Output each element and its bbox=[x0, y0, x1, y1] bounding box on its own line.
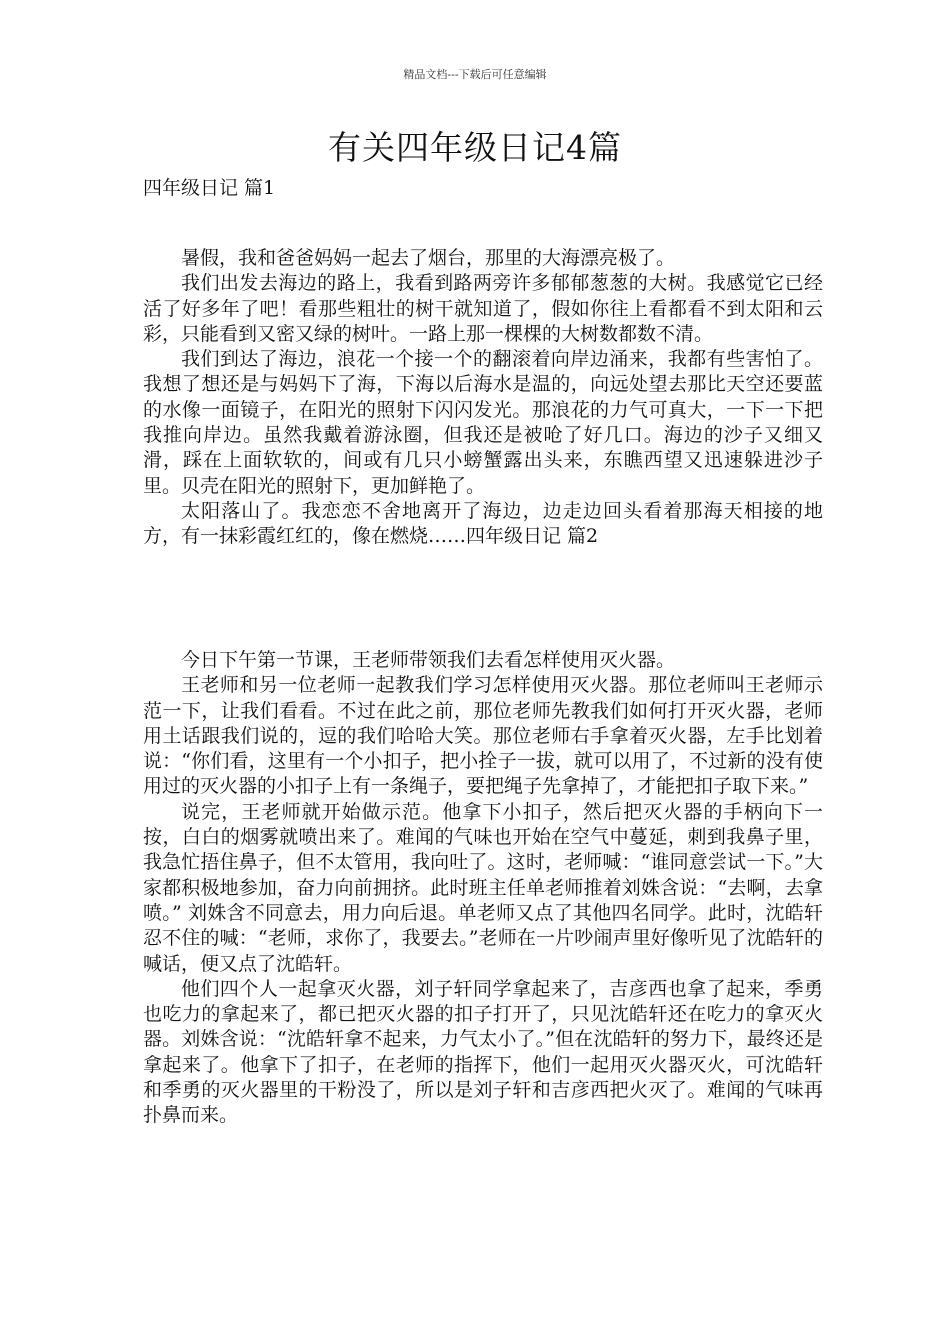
paragraph: 王老师和另一位老师一起教我们学习怎样使用灭火器。那位老师叫王老师示范一下，让我们看看。不过在此之前，那位老师先教我们如何打开灭火器，老师用土话跟我们说的，逗的我们哈哈大笑。那位老师右手拿着灭火器，左手比划着说：“你们看，这里有一个小扣子，把小拴子一拔，就可以用了，不过新的没有使用过的灭火器的小扣子上有一条绳子，要把绳子先拿掉了，才能把扣子取下来。” bbox=[143, 674, 823, 798]
paragraph: 今日下午第一节课，王老师带领我们去看怎样使用灭火器。 bbox=[181, 649, 676, 671]
paragraph: 暑假，我和爸爸妈妈一起去了烟台，那里的大海漂亮极了。 bbox=[181, 247, 676, 269]
document-title: 有关四年级日记4篇 bbox=[328, 128, 622, 167]
paragraph: 我们出发去海边的路上，我看到路两旁许多郁郁葱葱的大树。我感觉它已经活了好多年了吧！看那些粗壮的树干就知道了，假如你往上看都看不到太阳和云彩，只能看到又密又绿的树叶。一路上那一棵棵的大树数都数不清。 bbox=[143, 272, 823, 345]
section-heading-1: 四年级日记 篇1 bbox=[143, 177, 276, 199]
paragraph: 太阳落山了。我恋恋不舍地离开了海边，边走边回头看着那海天相接的地方，有一抹彩霞红红的，像在燃烧……四年级日记 篇2 bbox=[143, 499, 823, 548]
page-header: 精品文档---下载后可任意编辑 bbox=[403, 68, 547, 81]
diary-entry-2 bbox=[143, 648, 823, 1129]
paragraph: 说完，王老师就开始做示范。他拿下小扣子，然后把灭火器的手柄向下一按，白白的烟雾就喷出来了。难闻的气味也开始在空气中蔓延，刺到我鼻子里，我急忙捂住鼻子，但不太管用，我向吐了。这时，老师喊：“谁同意尝试一下。”大家都积极地参加，奋力向前拥挤。此时班主任单老师推着刘姝含说：“去啊，去拿喷。” 刘姝含不同意去，用力向后退。单老师又点了其他四名同学。此时，沈皓轩忍不住的喊：“老师，求你了，我要去。”老师在一片吵闹声里好像听见了沈皓轩的喊话，便又点了沈皓轩。 bbox=[143, 800, 823, 975]
paragraph: 我们到达了海边，浪花一个接一个的翻滚着向岸边涌来，我都有些害怕了。我想了想还是与妈妈下了海，下海以后海水是温的，向远处望去那比天空还要蓝的水像一面镜子，在阳光的照射下闪闪发光。那浪花的力气可真大，一下一下把我推向岸边。虽然我戴着游泳圈，但我还是被呛了好几口。海边的沙子又细又滑，踩在上面软软的，间或有几只小螃蟹露出头来，东瞧西望又迅速躲进沙子里。贝壳在阳光的照射下，更加鲜艳了。 bbox=[143, 348, 823, 497]
diary-entry-1 bbox=[143, 246, 823, 550]
paragraph: 他们四个人一起拿灭火器，刘子轩同学拿起来了，吉彦西也拿了起来，季勇也吃力的拿起来了，都已把灭火器的扣子打开了，只见沈皓轩还在吃力的拿灭火器。刘姝含说：“沈皓轩拿不起来，力气太小了。”但在沈皓轩的努力下，最终还是拿起来了。他拿下了扣子，在老师的指挥下，他们一起用灭火器灭火，可沈皓轩和季勇的灭火器里的干粉没了，所以是刘子轩和吉彦西把火灭了。难闻的气味再扑鼻而来。 bbox=[143, 977, 823, 1127]
